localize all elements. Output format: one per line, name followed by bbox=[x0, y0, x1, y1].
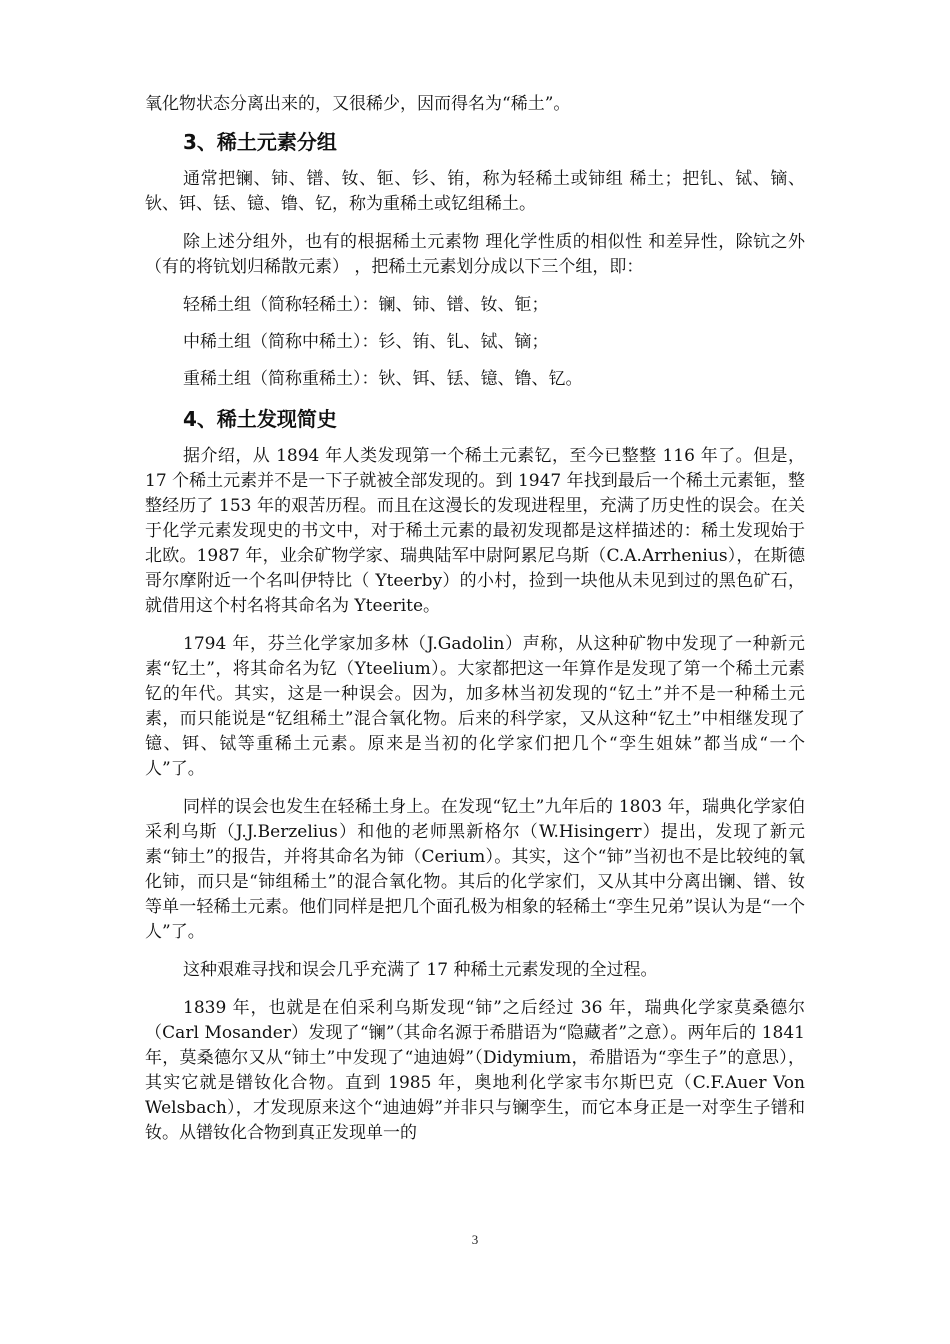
paragraph: 1794 年，芬兰化学家加多林（J.Gadolin）声称，从这种矿物中发现了一种新元素“钇土”，将其命名为钇（Yteelium）。大家都把这一年算作是发现了第一个稀土元素钇的年代。其实，这是一种误会。因为，加多林当初发现的“钇土”并不是一种稀土元素，而只能说是“钇组稀土”混合氧化物。后来的科学家，又从这种“钇土”中相继发现了镱、铒、铽等重稀土元素。原来是当初的化学家们把几个“孪生姐妹”都当成“一个人”了。 bbox=[145, 634, 805, 779]
section-heading-history: 4、稀土发现简史 bbox=[183, 407, 337, 431]
medium-rare-earth-group: 中稀土组（简称中稀土）：钐、铕、钆、铽、镝； bbox=[183, 332, 549, 352]
light-rare-earth-group: 轻稀土组（简称轻稀土）：镧、铈、镨、钕、钷； bbox=[183, 295, 549, 315]
continuation-paragraph: 氧化物状态分离出来的，又很稀少，因而得名为“稀土”。 bbox=[145, 94, 571, 114]
paragraph: 同样的误会也发生在轻稀土身上。在发现“钇土”九年后的 1803 年，瑞典化学家伯采利乌斯（J.J.Berzelius）和他的老师黑新格尔（W.Hisingerr）提出，发现了新元素“铈土”的报告，并将其命名为铈（Cerium）。其实，这个“铈”当初也不是比较纯的氧化铈，而只是“铈组稀土”的混合氧化物。其后的化学家们，又从其中分离出镧、镨、钕等单一轻稀土元素。他们同样是把几个面孔极为相象的轻稀土“孪生兄弟”误认为是“一个人”了。 bbox=[145, 797, 805, 942]
paragraph: 1839 年，也就是在伯采利乌斯发现“铈”之后经过 36 年，瑞典化学家莫桑德尔（Carl Mosander）发现了“镧”（其命名源于希腊语为“隐藏者”之意）。两年后的 1841 年，莫桑德尔又从“铈土”中发现了“迪迪姆”（Didymium，希腊语为“孪生子”的意思），其实它就是镨钕化合物。直到 1985 年，奥地利化学家韦尔斯巴克（C.F.Auer Von Welsbach），才发现原来这个“迪迪姆”并非只与镧孪生，而它本身正是一对孪生子镨和钕。从镨钕化合物到真正发现单一的 bbox=[145, 998, 805, 1143]
paragraph: 据介绍，从 1894 年人类发现第一个稀土元素钇，至今已整整 116 年了。但是，17 个稀土元素并不是一下子就被全部发现的。到 1947 年找到最后一个稀土元素钷，整整经历了 153 年的艰苦历程。而且在这漫长的发现进程里，充满了历史性的误会。在关于化学元素发现史的书文中，对于稀土元素的最初发现都是这样描述的：稀土发现始于北欧。1987 年，业余矿物学家、瑞典陆军中尉阿累尼乌斯（C.A.Arrhenius），在斯德哥尔摩附近一个名叫伊特比（ Yteerby）的小村，捡到一块他从未见到过的黑色矿石，就借用这个村名将其命名为 Yteerite。 bbox=[145, 446, 805, 616]
paragraph: 这种艰难寻找和误会几乎充满了 17 种稀土元素发现的全过程。 bbox=[183, 960, 658, 980]
page-number: 3 bbox=[471, 1232, 479, 1247]
paragraph: 除上述分组外，也有的根据稀土元素物 理化学性质的相似性 和差异性，除钪之外（有的将钪划归稀散元素） ，把稀土元素划分成以下三个组，即： bbox=[145, 232, 805, 277]
heavy-rare-earth-group: 重稀土组（简称重稀土）：钬、铒、铥、镱、镥、钇。 bbox=[183, 369, 583, 389]
paragraph: 通常把镧、铈、镨、钕、钷、钐、铕，称为轻稀土或铈组 稀土；把钆、铽、镝、钬、铒、铥、镱、镥、钇，称为重稀土或钇组稀土。 bbox=[145, 169, 805, 214]
page-content bbox=[145, 92, 805, 1159]
section-heading-grouping: 3、稀土元素分组 bbox=[183, 130, 337, 154]
